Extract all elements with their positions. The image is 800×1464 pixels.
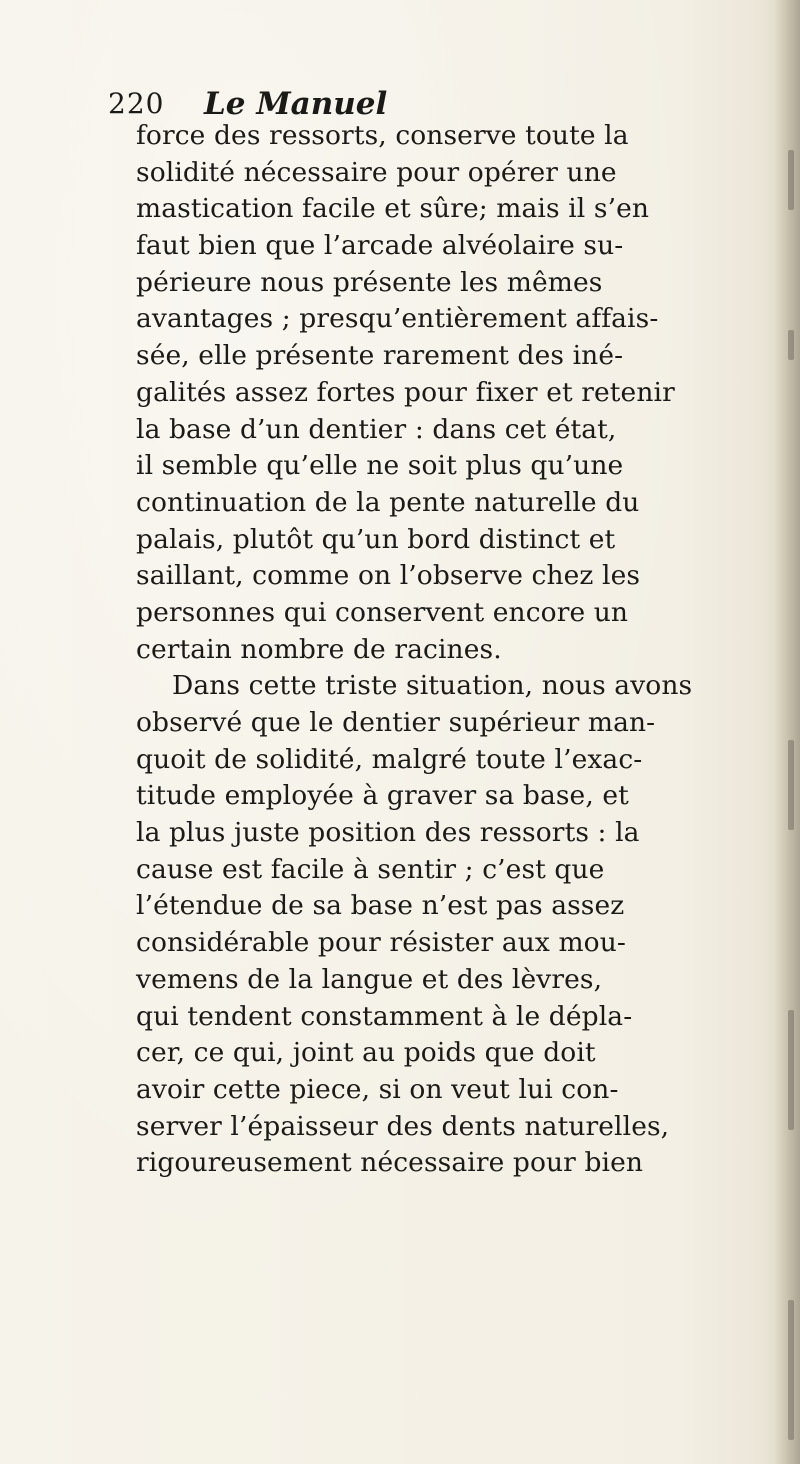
text-line: vemens de la langue et des lèvres, xyxy=(136,963,603,995)
text-line: faut bien que l’arcade alvéolaire su- xyxy=(136,230,624,262)
page-edge-mark xyxy=(788,1300,794,1440)
paragraph-2 xyxy=(136,668,764,1182)
text-line: sée, elle présente rarement des iné- xyxy=(136,340,624,372)
text-line: qui tendent constamment à le dépla- xyxy=(136,1000,633,1032)
text-line: périeure nous présente les mêmes xyxy=(136,266,603,298)
text-line: saillant, comme on l’observe chez les xyxy=(136,560,641,592)
text-line: palais, plutôt qu’un bord distinct et xyxy=(136,523,616,555)
text-line: quoit de solidité, malgré toute l’exac- xyxy=(136,743,643,775)
text-line: observé que le dentier supérieur man- xyxy=(136,707,656,738)
page-edge-mark xyxy=(788,330,794,360)
text-line: considérable pour résister aux mou- xyxy=(136,927,626,959)
text-line: force des ressorts, conserve toute la xyxy=(136,120,629,151)
running-title: Le Manuel xyxy=(204,86,388,122)
text-line: continuation de la pente naturelle du xyxy=(136,486,640,518)
page-edge-shadow xyxy=(774,0,800,1464)
page-number: 220 xyxy=(108,87,165,120)
text-line: mastication facile et sûre; mais il s’en xyxy=(136,193,650,225)
text-line: cause est facile à sentir ; c’est que xyxy=(136,853,605,885)
body-text xyxy=(136,118,764,1182)
text-line: avantages ; presqu’entièrement affais- xyxy=(136,303,659,335)
text-line: titude employée à graver sa base, et xyxy=(136,780,629,812)
page-edge-mark xyxy=(788,740,794,830)
text-line: cer, ce qui, joint au poids que doit xyxy=(136,1037,596,1069)
text-line: personnes qui conservent encore un xyxy=(136,596,629,628)
text-line: la plus juste position des ressorts : la xyxy=(136,817,640,849)
text-line: il semble qu’elle ne soit plus qu’une xyxy=(136,450,624,482)
text-line: la base d’un dentier : dans cet état, xyxy=(136,413,617,445)
text-line: galités assez fortes pour fixer et retenir xyxy=(136,376,675,408)
page-edge-mark xyxy=(788,150,794,210)
text-line: rigoureusement nécessaire pour bien xyxy=(136,1147,644,1179)
text-line: avoir cette piece, si on veut lui con- xyxy=(136,1073,619,1105)
text-line: server l’épaisseur des dents naturelles, xyxy=(136,1110,670,1142)
text-line: solidité nécessaire pour opérer une xyxy=(136,156,617,188)
paragraph-1 xyxy=(136,118,764,668)
text-line: certain nombre de racines. xyxy=(136,633,502,665)
text-line: l’étendue de sa base n’est pas assez xyxy=(136,890,625,922)
text-line: Dans cette triste situation, nous avons xyxy=(172,670,693,702)
page-edge-mark xyxy=(788,1010,794,1130)
